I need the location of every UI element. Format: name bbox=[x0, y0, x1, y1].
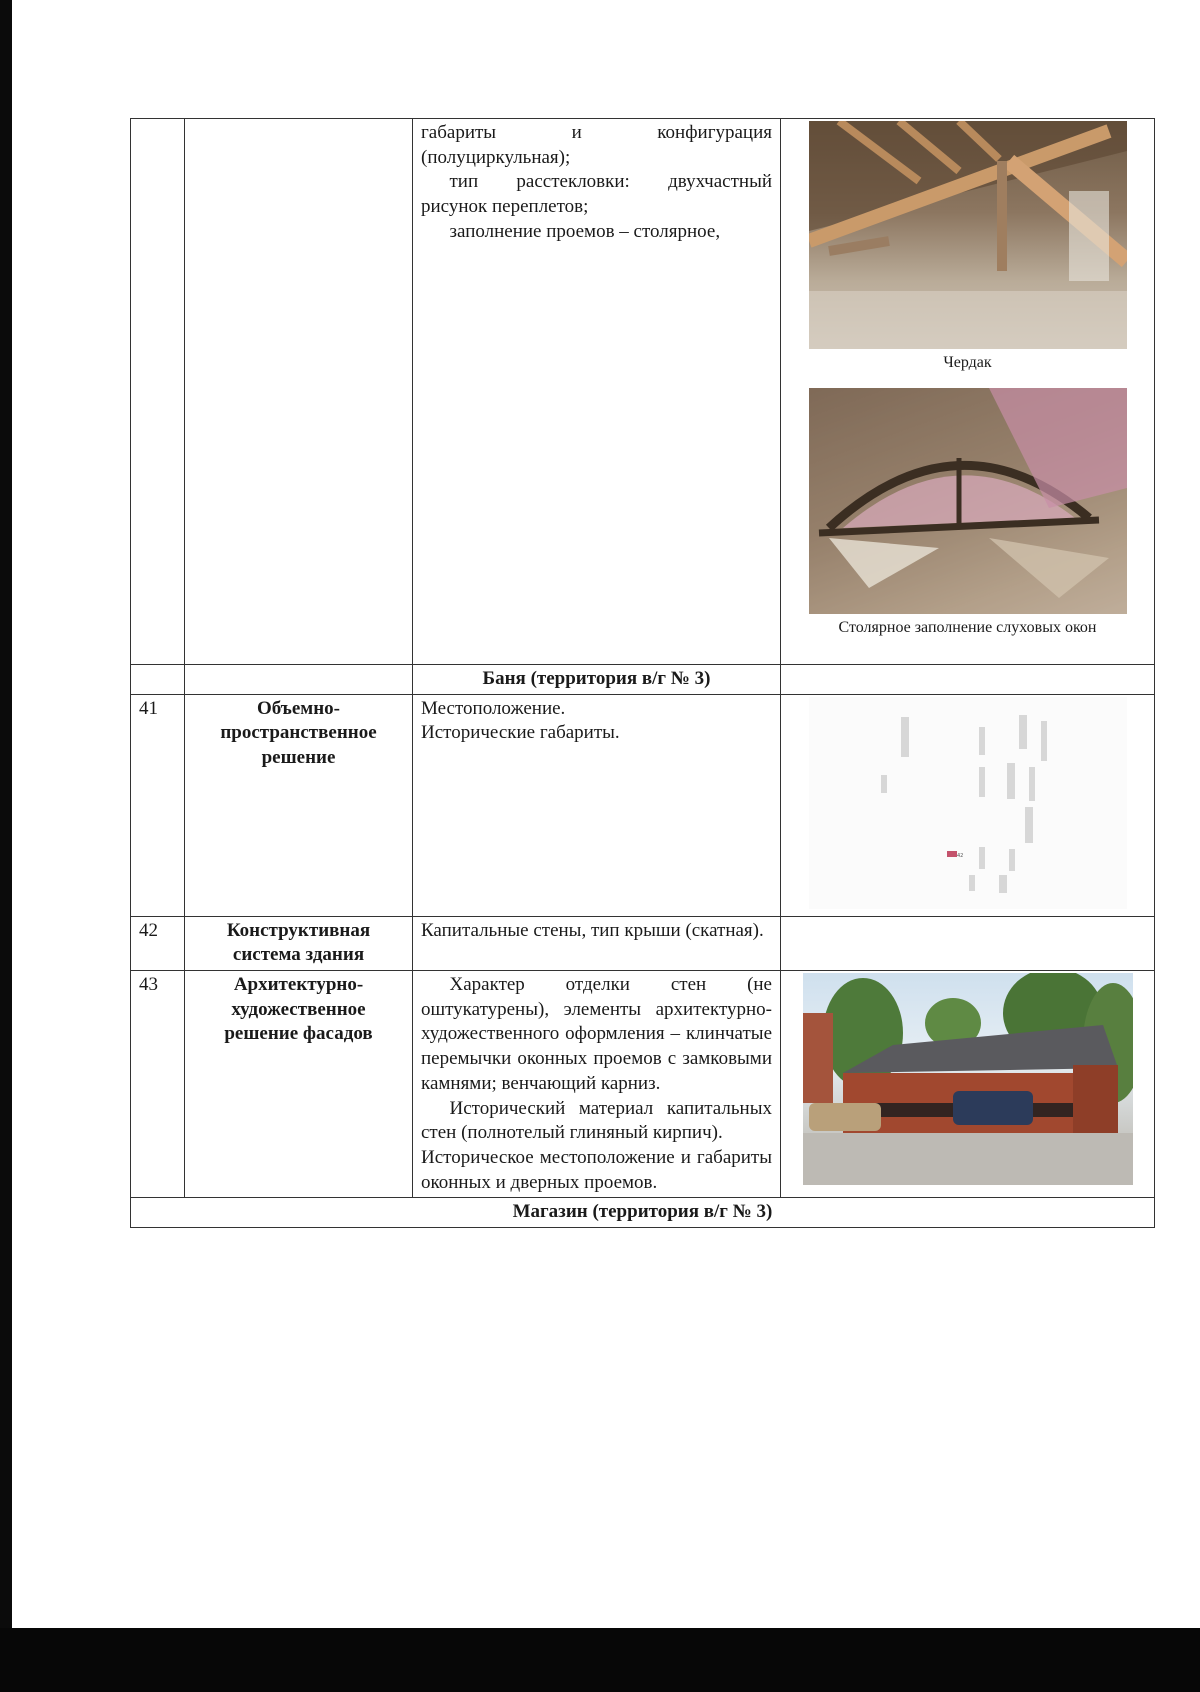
row-name: Объемно-пространственное решение bbox=[185, 694, 413, 916]
description-line: тип расстекловки: двухчастный рисунок переплетов; bbox=[421, 171, 772, 218]
table-row-43 bbox=[131, 971, 1155, 1198]
row-image-cell bbox=[781, 971, 1155, 1198]
attic-caption: Чердак bbox=[943, 354, 992, 371]
site-plan-map bbox=[809, 697, 1127, 909]
section-title-bath: Баня (территория в/г № 3) bbox=[413, 665, 781, 695]
description-paragraph: Историческое местоположение и габариты оконных и дверных проемов. bbox=[421, 1146, 772, 1193]
row-image-cell bbox=[781, 694, 1155, 916]
description-line: заполнение проемов – столярное, bbox=[449, 220, 721, 242]
table-row-41 bbox=[131, 694, 1155, 916]
window-caption: Столярное заполнение слуховых окон bbox=[838, 618, 1097, 636]
row-name: Конструктивная система здания bbox=[185, 916, 413, 970]
row-description-cell bbox=[413, 119, 781, 665]
scan-left-edge bbox=[0, 0, 12, 1692]
row-name-cell bbox=[185, 119, 413, 665]
row-description-cell bbox=[413, 694, 781, 916]
row-image-cell bbox=[781, 916, 1155, 970]
description-paragraph: Исторический материал капитальных стен (полнотелый глиняный кирпич). bbox=[421, 1097, 772, 1144]
section-title-shop: Магазин (территория в/г № 3) bbox=[131, 1198, 1155, 1228]
bathhouse-photo bbox=[803, 973, 1133, 1185]
monument-elements-table bbox=[130, 118, 1155, 1228]
section-header-row bbox=[131, 1198, 1155, 1228]
row-number: 43 bbox=[131, 971, 185, 1198]
description-line: габариты и конфигурация (полуциркульная); bbox=[421, 122, 772, 168]
row-description: Капитальные стены, тип крыши (скатная). bbox=[413, 916, 781, 970]
dormer-window-photo bbox=[809, 388, 1127, 614]
empty-cell bbox=[131, 665, 185, 695]
attic-photo bbox=[809, 121, 1127, 349]
svg-text:42: 42 bbox=[956, 852, 963, 859]
row-number-cell bbox=[131, 119, 185, 665]
empty-cell bbox=[185, 665, 413, 695]
row-image-cell bbox=[781, 119, 1155, 665]
table-row-42 bbox=[131, 916, 1155, 970]
section-header-row bbox=[131, 665, 1155, 695]
description-line: Местоположение. bbox=[421, 697, 566, 719]
row-description-cell bbox=[413, 971, 781, 1198]
description-line: Исторические габариты. bbox=[421, 722, 620, 744]
row-number: 42 bbox=[131, 916, 185, 970]
row-name: Архитектурно-художественное решение фасадов bbox=[185, 971, 413, 1198]
row-number: 41 bbox=[131, 694, 185, 916]
scan-bottom-edge bbox=[0, 1628, 1200, 1692]
empty-cell bbox=[781, 665, 1155, 695]
description-paragraph: Характер отделки стен (не оштукатурены), элементы архитектурно-художественного оформления – клинчатые перемычки оконных проемов с замковыми камнями; венчающий карниз. bbox=[421, 974, 772, 1094]
table-row-continuation bbox=[131, 119, 1155, 665]
